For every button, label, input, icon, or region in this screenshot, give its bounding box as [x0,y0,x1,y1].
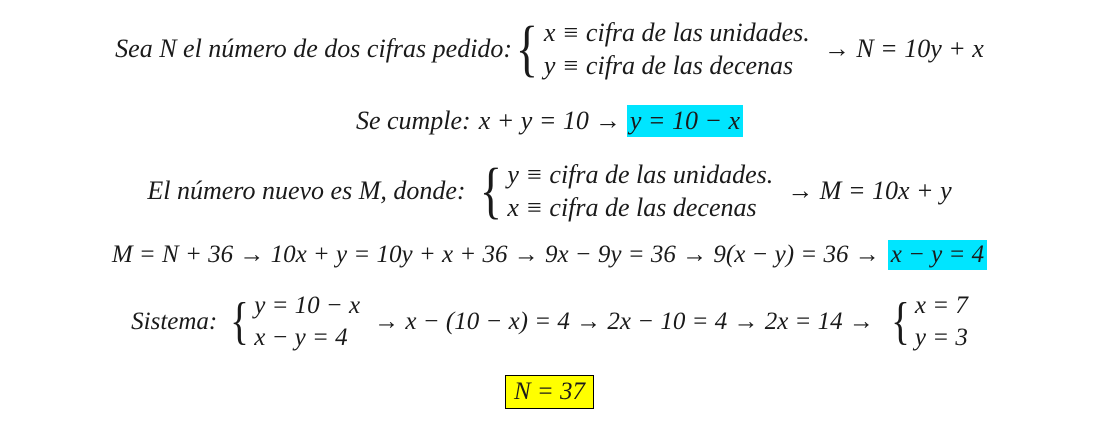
left-brace-icon: { [891,292,910,350]
final-answer-box: N = 37 [505,375,594,409]
line1-result: → N = 10y + x [823,34,984,64]
line5-case-2: x − y = 4 [254,324,348,351]
line5-solution-1: x = 7 [914,292,968,319]
line5-solution-2: y = 3 [914,324,968,351]
line5-label: Sistema: [131,308,218,335]
solution-line-4 [0,240,1099,270]
line5-case-1: y = 10 − x [254,292,361,319]
line5-solution-cases [888,290,968,354]
line2-highlighted-result: y = 10 − x [627,105,743,137]
solution-line-2 [0,105,1099,137]
line5-chain: → x − (10 − x) = 4 → 2x − 10 = 4 → 2x = 14 → [374,308,874,335]
solution-line-6 [0,375,1099,409]
solution-line-1 [0,16,1099,83]
solution-line-3 [0,158,1099,225]
line1-case-1: x ≡ cifra de las unidades. [543,18,810,47]
solution-line-5 [0,290,1099,354]
line2-arrow: → [594,106,621,135]
line1-case-2: y ≡ cifra de las decenas [543,51,794,81]
line4-chain: M = N + 36 → 10x + y = 10y + x + 36 → 9x − 9y = 36 → 9(x − y) = 36 → [111,241,880,268]
line3-case-2: x ≡ cifra de las decenas [507,193,757,223]
line3-label: El número nuevo es M, donde: [147,176,466,206]
line5-system-cases [227,290,360,354]
line3-case-1: y ≡ cifra de las unidades. [507,160,774,189]
left-brace-icon: { [230,292,250,350]
line1-label: Sea N el número de dos cifras pedido: [115,34,513,64]
line2-label: Se cumple: [355,106,471,135]
line3-cases [476,158,774,225]
line1-cases [512,16,810,83]
line3-result: → M = 10x + y [787,176,952,206]
left-brace-icon: { [515,14,539,83]
line2-equation: x + y = 10 [478,106,589,135]
line4-highlighted-result: x − y = 4 [888,240,987,270]
left-brace-icon: { [479,156,502,225]
